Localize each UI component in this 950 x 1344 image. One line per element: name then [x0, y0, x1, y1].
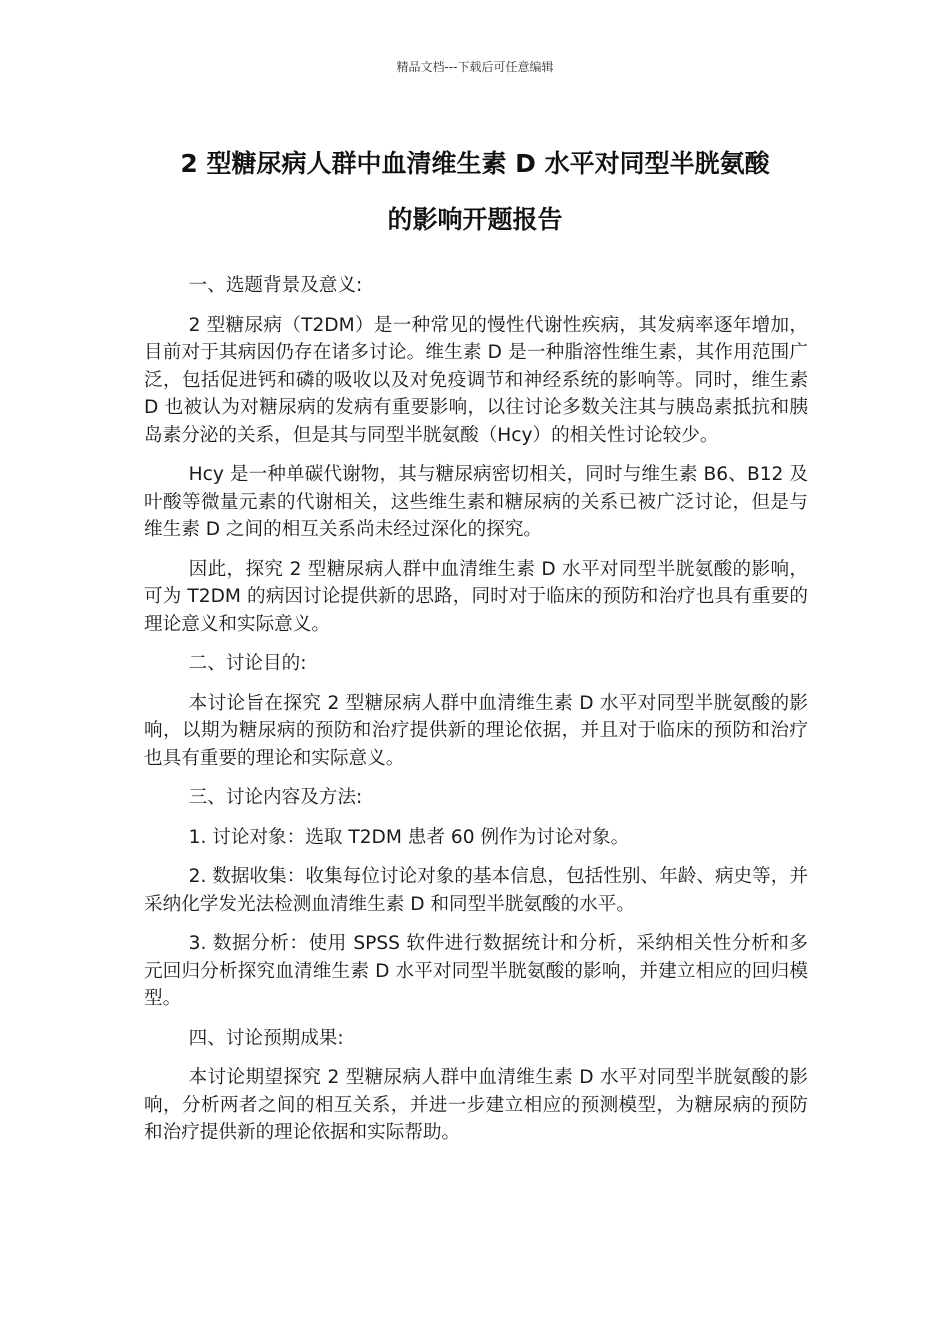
- method-item-data-analysis: 3. 数据分析：使用 SPSS 软件进行数据统计和分析，采纳相关性分析和多元回归分析探究血清维生素 D 水平对同型半胱氨酸的影响，并建立相应的回归模型。: [144, 933, 808, 1009]
- document-title: [140, 136, 810, 248]
- section-heading-methods: 三、讨论内容及方法:: [188, 787, 363, 808]
- section-heading-background: 一、选题背景及意义:: [188, 275, 363, 296]
- section-heading-purpose: 二、讨论目的:: [188, 653, 307, 674]
- paragraph-background-3: 因此，探究 2 型糖尿病人群中血清维生素 D 水平对同型半胱氨酸的影响，可为 T2DM 的病因讨论提供新的思路，同时对于临床的预防和治疗也具有重要的理论意义和实际意义。: [144, 558, 808, 635]
- method-item-data-collection: 2. 数据收集：收集每位讨论对象的基本信息，包括性别、年龄、病史等，并采纳化学发光法检测血清维生素 D 和同型半胱氨酸的水平。: [144, 866, 808, 915]
- document-body: [144, 272, 808, 1159]
- paragraph-outcomes: 本讨论期望探究 2 型糖尿病人群中血清维生素 D 水平对同型半胱氨酸的影响，分析两者之间的相互关系，并进一步建立相应的预测模型，为糖尿病的预防和治疗提供新的理论依据和实际帮助。: [144, 1067, 808, 1143]
- paragraph-purpose: 本讨论旨在探究 2 型糖尿病人群中血清维生素 D 水平对同型半胱氨酸的影响，以期为糖尿病的预防和治疗提供新的理论依据，并且对于临床的预防和治疗也具有重要的理论和实际意义。: [144, 692, 808, 769]
- title-line-1: 2 型糖尿病人群中血清维生素 D 水平对同型半胱氨酸: [180, 149, 770, 178]
- method-item-subjects: 1. 讨论对象：选取 T2DM 患者 60 例作为讨论对象。: [188, 826, 630, 848]
- paragraph-background-1: 2 型糖尿病（T2DM）是一种常见的慢性代谢性疾病，其发病率逐年增加，目前对于其病因仍存在诸多讨论。维生素 D 是一种脂溶性维生素，其作用范围广泛，包括促进钙和磷的吸收以及对免疫调节和神经系统的影响等。同时，维生素 D 也被认为对糖尿病的发病有重要影响，以往讨论多数关注其与胰岛素抵抗和胰岛素分泌的关系，但是其与同型半胱氨酸（Hcy）的相关性讨论较少。: [144, 314, 808, 446]
- title-line-2: 的影响开题报告: [387, 205, 563, 234]
- header-note: 精品文档---下载后可任意编辑: [396, 60, 554, 74]
- paragraph-background-2: Hcy 是一种单碳代谢物，其与糖尿病密切相关，同时与维生素 B6、B12 及叶酸等微量元素的代谢相关，这些维生素和糖尿病的关系已被广泛讨论，但是与维生素 D 之间的相互关系尚未经过深化的探究。: [144, 464, 808, 540]
- section-heading-outcomes: 四、讨论预期成果:: [188, 1027, 344, 1049]
